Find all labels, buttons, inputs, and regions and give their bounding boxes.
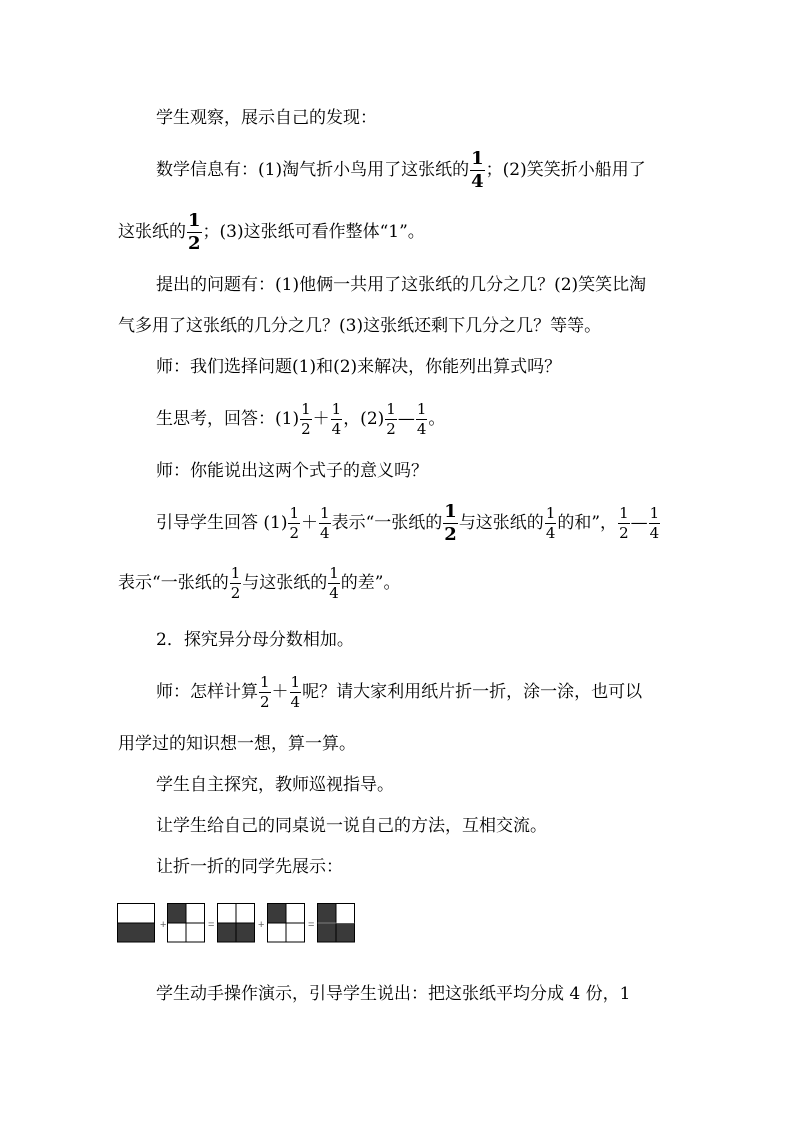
paragraph-math-info: 数学信息有：(1)淘气折小鸟用了这张纸的 $\frac{1}{4}$ ；(2)笑笑折小船用了 bbox=[156, 148, 646, 192]
fraction: $\frac{1}{4}$ bbox=[290, 673, 301, 711]
fraction: $\frac{1}{4}$ bbox=[331, 400, 342, 438]
plus-sign: + bbox=[160, 919, 167, 931]
equals-sign: = bbox=[308, 919, 315, 931]
paragraph-explore: 学生自主探究，教师巡视指导。 bbox=[156, 775, 394, 795]
paragraph-teacher-choose: 师：我们选择问题(1)和(2)来解决，你能列出算式吗？ bbox=[156, 357, 562, 377]
quarter-shaded-square bbox=[268, 904, 305, 943]
fraction: $\frac{1}{2}$ bbox=[188, 210, 201, 254]
three-quarter-shaded-square bbox=[318, 904, 355, 943]
paragraph-guide-answer-cont: 表示“一张纸的 $\frac{1}{2}$ 与这张纸的 $\frac{1}{4}$ 的差”。 bbox=[118, 564, 401, 602]
fraction: $\frac{1}{4}$ bbox=[320, 504, 330, 542]
section-heading: 2．探究异分母分数相加。 bbox=[156, 630, 354, 650]
fraction: $\frac{1}{4}$ bbox=[649, 504, 660, 542]
fraction: $\frac{1}{2}$ bbox=[386, 400, 396, 438]
paragraph-student-answer: 生思考，回答：(1) $\frac{1}{2}$ ＋ $\frac{1}{4}$ ，(2) $\frac{1}{2}$ — $\frac{1}{4}$ 。 bbox=[156, 400, 446, 438]
paragraph-teacher-how-cont: 用学过的知识想一想，算一算。 bbox=[118, 734, 356, 754]
equals-sign: = bbox=[208, 919, 215, 931]
fraction: $\frac{1}{2}$ bbox=[619, 504, 629, 542]
paragraph-observe: 学生观察，展示自己的发现： bbox=[156, 108, 377, 128]
paragraph-show: 让折一折的同学先展示： bbox=[156, 857, 343, 877]
paragraph-teacher-how: 师：怎样计算 $\frac{1}{2}$ ＋ $\frac{1}{4}$ 呢？请大家利用纸片折一折，涂一涂，也可以 bbox=[156, 673, 643, 711]
fraction: $\frac{1}{4}$ bbox=[545, 504, 556, 542]
half-shaded-square bbox=[118, 904, 155, 943]
fraction: $\frac{1}{4}$ bbox=[329, 564, 339, 602]
half-shaded-quartered-square bbox=[218, 904, 255, 943]
fraction: $\frac{1}{2}$ bbox=[444, 501, 457, 545]
fraction: $\frac{1}{2}$ bbox=[230, 564, 241, 602]
quarter-shaded-square bbox=[168, 904, 205, 943]
paragraph-demonstrate: 学生动手操作演示，引导学生说出：把这张纸平均分成 4 份，1 bbox=[156, 984, 631, 1004]
paper-fold-figure bbox=[117, 903, 362, 943]
paragraph-math-info-cont: 这张纸的 $\frac{1}{2}$ ；(3)这张纸可看作整体“1”。 bbox=[118, 210, 425, 254]
fraction: $\frac{1}{2}$ bbox=[289, 504, 300, 542]
fraction: $\frac{1}{4}$ bbox=[471, 148, 484, 192]
paragraph-questions: 提出的问题有：(1)他俩一共用了这张纸的几分之几？(2)笑笑比淘 bbox=[156, 275, 647, 295]
paragraph-teacher-meaning: 师：你能说出这两个式子的意义吗？ bbox=[156, 461, 428, 481]
plus-sign: + bbox=[258, 919, 265, 931]
fraction: $\frac{1}{2}$ bbox=[301, 400, 311, 438]
paragraph-exchange: 让学生给自己的同桌说一说自己的方法，互相交流。 bbox=[156, 816, 547, 836]
paragraph-questions-cont: 气多用了这张纸的几分之几？(3)这张纸还剩下几分之几？等等。 bbox=[118, 316, 602, 336]
fraction: $\frac{1}{4}$ bbox=[416, 400, 427, 438]
fraction: $\frac{1}{2}$ bbox=[260, 673, 270, 711]
paragraph-guide-answer: 引导学生回答 (1) $\frac{1}{2}$ ＋ $\frac{1}{4}$ 表示“一张纸的 $\frac{1}{2}$ 与这张纸的 $\frac{1}{4}$ 的和”， $\frac{1}{2}$ — $\frac{1}{4}$ bbox=[156, 501, 660, 545]
